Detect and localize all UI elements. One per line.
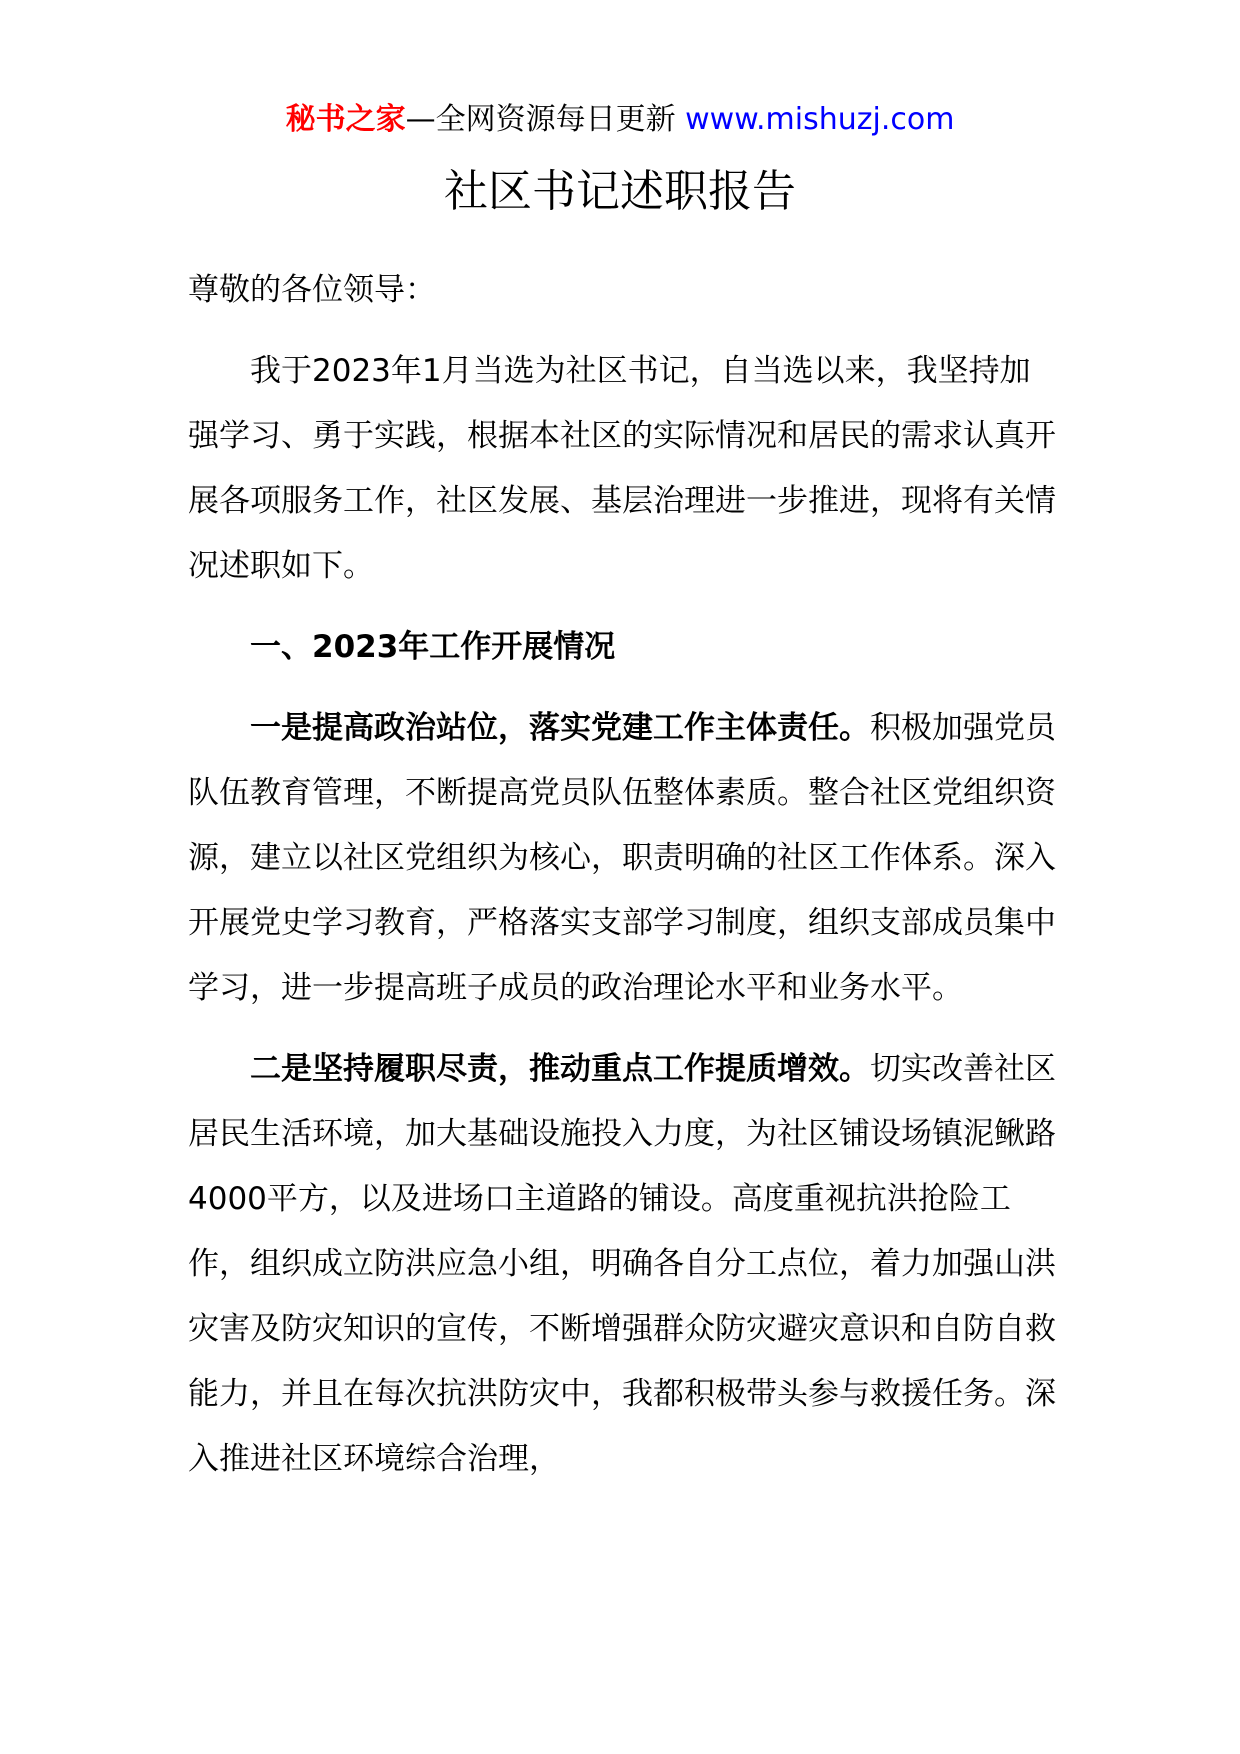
paragraph-1-text: 积极加强党员队伍教育管理，不断提高党员队伍整体素质。整合社区党组织资源，建立以社区党组织为核心，职责明确的社区工作体系。深入开展党史学习教育，严格落实支部学习制度，组织支部成员集中学习，进一步提高班子成员的政治理论水平和业务水平。 xyxy=(188,710,1056,1006)
document-title: 社区书记述职报告 xyxy=(444,166,796,217)
site-header xyxy=(0,100,1240,140)
salutation: 尊敬的各位领导： xyxy=(188,272,436,308)
intro-paragraph: 我于2023年1月当选为社区书记，自当选以来，我坚持加强学习、勇于实践，根据本社区的实际情况和居民的需求认真开展各项服务工作，社区发展、基层治理进一步推进，现将有关情况述职如下。 xyxy=(188,353,1056,584)
header-tagline: —全网资源每日更新 xyxy=(405,102,676,137)
brand-name: 秘书之家 xyxy=(285,102,406,137)
paragraph-2-text: 切实改善社区居民生活环境，加大基础设施投入力度，为社区铺设场镇泥鳅路4000平方，以及进场口主道路的铺设。高度重视抗洪抢险工作，组织成立防洪应急小组，明确各自分工点位，着力加强山洪灾害及防灾知识的宣传，不断增强群众防灾避灾意识和自防自救能力，并且在每次抗洪防灾中，我都积极带头参与救援任务。深入推进社区环境综合治理， xyxy=(188,1051,1056,1477)
section-heading: 一、2023年工作开展情况 xyxy=(250,629,616,665)
document-body xyxy=(188,258,1060,1508)
paragraph-1 xyxy=(188,696,1060,1021)
paragraph-2 xyxy=(188,1037,1060,1492)
paragraph-1-lead: 一是提高政治站位，落实党建工作主体责任。 xyxy=(250,710,870,746)
paragraph-2-lead: 二是坚持履职尽责，推动重点工作提质增效。 xyxy=(250,1051,870,1087)
site-url: www.mishuzj.com xyxy=(685,102,955,137)
